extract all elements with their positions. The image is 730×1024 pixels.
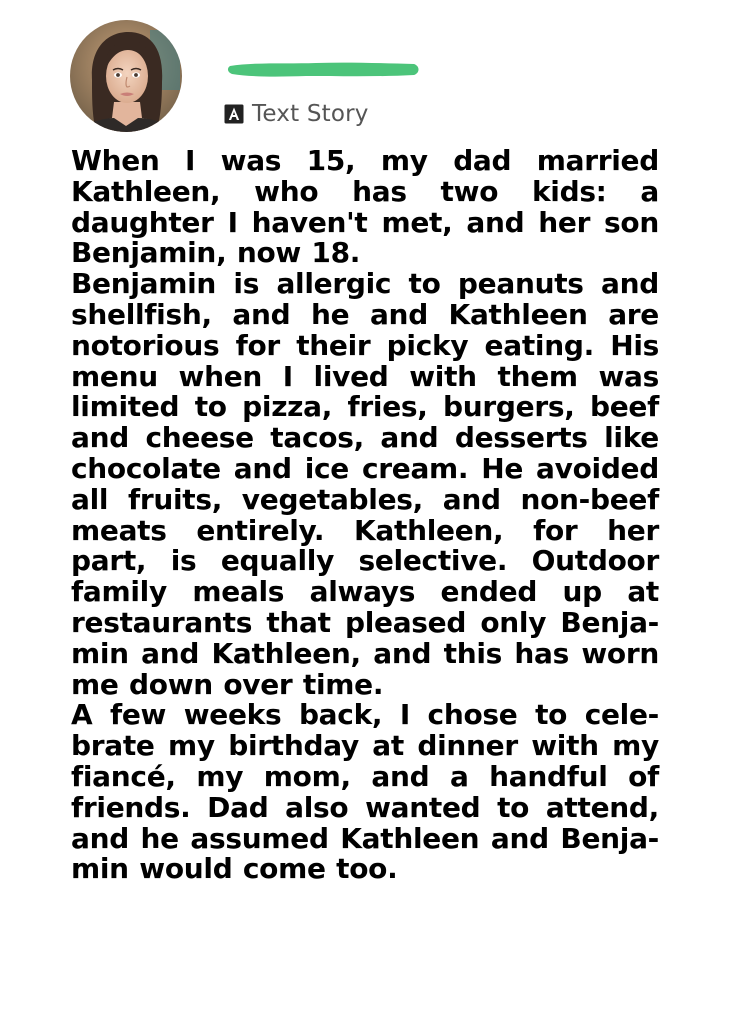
letter-a-badge-icon bbox=[224, 104, 244, 124]
avatar[interactable] bbox=[70, 20, 182, 132]
story-paragraph: When I was 15, my dad married Kathleen, who has two kids: a daughter I haven't met, and her son Benjamin, now 18. bbox=[71, 144, 659, 270]
woman-portrait-avatar-image bbox=[70, 20, 182, 132]
story-body bbox=[71, 146, 659, 885]
story-type-label: Text Story bbox=[252, 101, 369, 127]
author-name-redacted bbox=[226, 58, 421, 80]
post-header bbox=[0, 0, 730, 150]
story-paragraph: A few weeks back, I chose to cele-brate my birthday at dinner with my fiancé, my mom, and a handful of friends. Dad also wanted to attend, and he assumed Kathleen and Benja-min would come too. bbox=[71, 698, 659, 886]
story-type bbox=[224, 99, 369, 129]
story-paragraph: Benjamin is allergic to peanuts and shellfish, and he and Kathleen are notorious for their picky eating. His menu when I lived with them was limited to pizza, fries, burgers, beef and cheese tacos, and desserts like chocolate and ice cream. He avoided all fruits, vegetables, and non-beef meats entirely. Kathleen, for her part, is equally selective. Outdoor family meals always ended up at restaurants that pleased only Benja-min and Kathleen, and this has worn me down over time. bbox=[71, 267, 659, 701]
